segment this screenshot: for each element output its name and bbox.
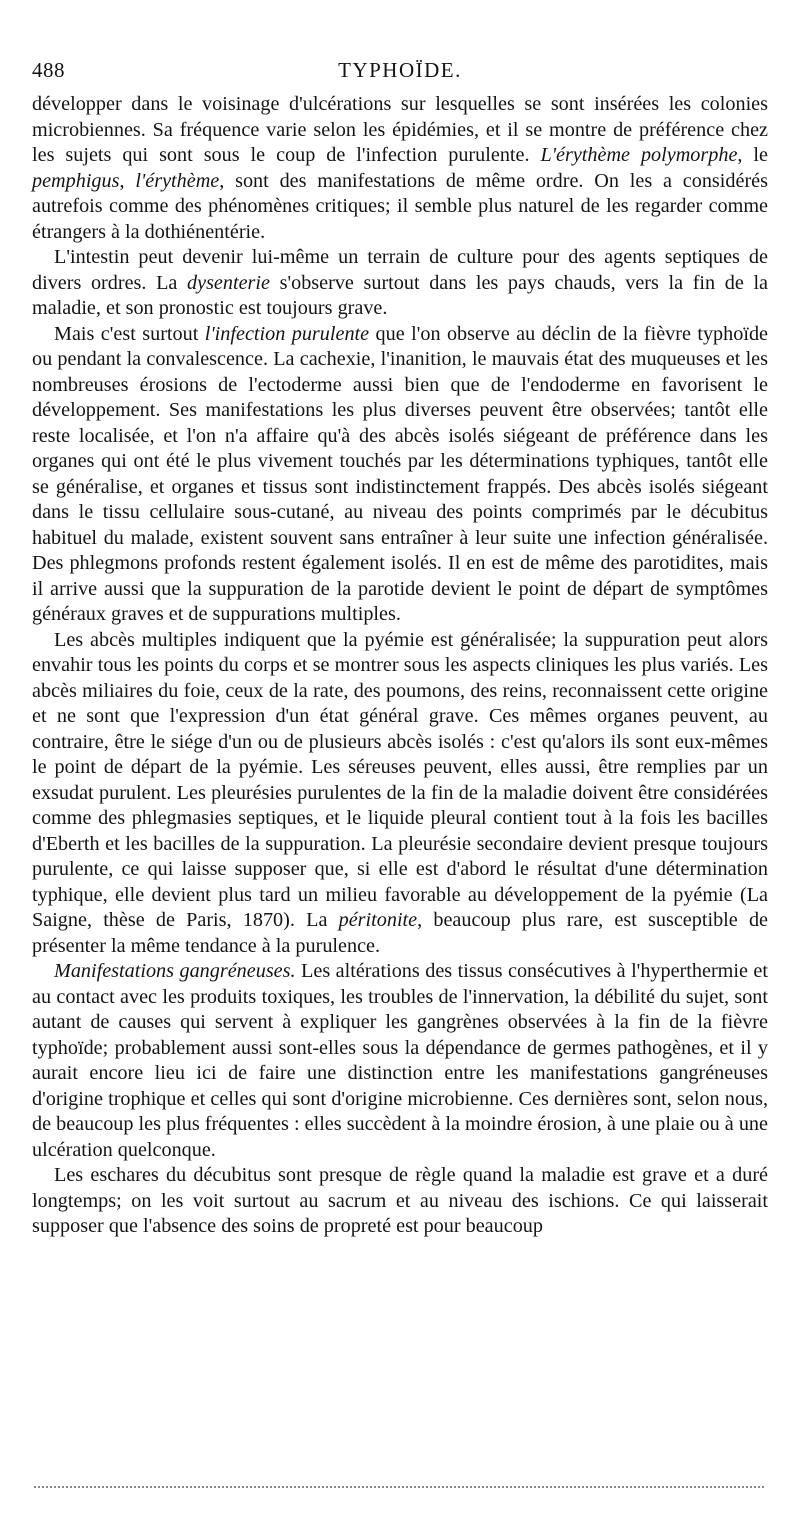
section-heading: Manifestations gangréneuses. bbox=[54, 960, 296, 982]
document-page bbox=[32, 58, 768, 1240]
paragraph bbox=[32, 92, 768, 245]
italic-term: L'érythème polymorphe bbox=[540, 144, 738, 166]
italic-term: pemphigus bbox=[32, 169, 120, 192]
text-span: , sont des manifestations de même ordre. On les a considérés autrefois comme des phénomènes critiques; il semble plus naturel de les regarder comme étrangers à la dothiénentérie. bbox=[32, 169, 768, 243]
paragraph bbox=[32, 322, 768, 628]
paragraph bbox=[32, 628, 768, 960]
running-title: TYPHOÏDE. bbox=[338, 58, 462, 82]
paragraph bbox=[32, 1163, 768, 1240]
italic-term: dysenterie bbox=[187, 271, 270, 294]
paragraph bbox=[32, 245, 768, 322]
italic-term: l'érythème bbox=[135, 169, 220, 192]
page-header bbox=[32, 58, 768, 92]
text-span: Mais c'est surtout bbox=[54, 322, 205, 345]
text-span: s'observe surtout dans les pays chauds, vers la fin de la maladie, et son pronostic est toujours grave. bbox=[32, 271, 769, 319]
footer-dotted-rule bbox=[34, 1486, 764, 1488]
text-span: , beaucoup plus rare, est susceptible de présenter la même tendance à la purulence. bbox=[32, 909, 768, 957]
text-span: , le bbox=[737, 144, 768, 166]
text-span: Les altérations des tissus consécutives à l'hyperthermie et au contact avec les produits toxiques, les troubles de l'innervation, la débilité du sujet, sont autant de causes qui servent à expliquer les gangrènes observées à la fin de la fièvre typhoïde; probablement aussi sont-elles sous la dépendance de germes pathogènes, et il y aurait encore lieu ici de faire une distinction entre les manifestations gangréneuses d'origine trophique et celles qui sont d'origine microbienne. Ces dernières sont, selon nous, de beaucoup les plus fréquentes : elles succèdent à la moindre érosion, à une plaie ou à une ulcération quelconque. bbox=[32, 960, 768, 1161]
italic-term: péritonite bbox=[338, 909, 418, 931]
paragraph bbox=[32, 959, 768, 1163]
text-span: , bbox=[119, 169, 136, 192]
text-span: L'intestin peut devenir lui-même un terrain de culture pour des agents septiques de divers ordres. La bbox=[32, 246, 768, 294]
body-text bbox=[32, 92, 768, 1240]
text-span: Les abcès multiples indiquent que la pyémie est généralisée; la suppuration peut alors envahir tous les points du corps et se montrer sous les aspects cliniques les plus variés. Les abcès miliaires du foie, ceux de la rate, des poumons, des reins, reconnaissent cette origine et ne sont que l'expression d'un état général grave. Ces mêmes organes peuvent, au contraire, être le siége d'un ou de plusieurs abcès isolés : c'est qu'alors ils sont eux-mêmes le point de départ de la pyémie. Les séreuses peuvent, elles aussi, être remplies par un exsudat purulent. Les pleurésies purulentes de la fin de la maladie doivent être considérées comme des phlegmasies septiques, et le liquide pleural contient tout à la fois les bacilles d'Eberth et les bacilles de la suppuration. La pleurésie secondaire devient presque toujours purulente, ce qui laisse supposer que, si elle est d'abord le résultat d'une détermination typhique, elle devient plus tard un milieu favorable au développement de la pyémie (La Saigne, thèse de Paris, 1870). La bbox=[32, 628, 768, 931]
text-span: développer dans le voisinage d'ulcérations sur lesquelles se sont insérées les colonies microbiennes. Sa fréquence varie selon les épidémies, et il se montre de préférence chez les sujets qui sont sous le coup de l'infection purulente. bbox=[32, 93, 768, 166]
page-number: 488 bbox=[32, 58, 65, 82]
text-span: Les eschares du décubitus sont presque de règle quand la maladie est grave et a duré longtemps; on les voit surtout au sacrum et au niveau des ischions. Ce qui laisserait supposer que l'absence des soins de propreté est pour beaucoup bbox=[32, 1164, 768, 1237]
text-span: que l'on observe au déclin de la fièvre typhoïde ou pendant la convalescence. La cachexie, l'inanition, le mauvais état des muqueuses et les nombreuses érosions de l'ectoderme aussi bien que de l'endoderme en favorisent le développement. Ses manifestations les plus diverses peuvent être observées; tantôt elle reste localisée, et l'on n'a affaire qu'à des abcès isolés siégeant de préférence dans les organes qui ont été le plus vivement touchés par les déterminations typhiques, tantôt elle se généralise, et organes et tissus sont indistinctement frappés. Des abcès isolés siégeant dans le tissu cellulaire sous-cutané, au niveau des points comprimés par le décubitus habituel du malade, existent souvent sans entraîner à leur suite une infection généralisée. Des phlegmons profonds restent également isolés. Il en est de même des parotidites, mais il arrive aussi que la suppuration de la parotide devient le point de départ de symptômes généraux graves et de suppurations multiples. bbox=[32, 322, 768, 625]
italic-term: l'infection purulente bbox=[204, 322, 370, 345]
